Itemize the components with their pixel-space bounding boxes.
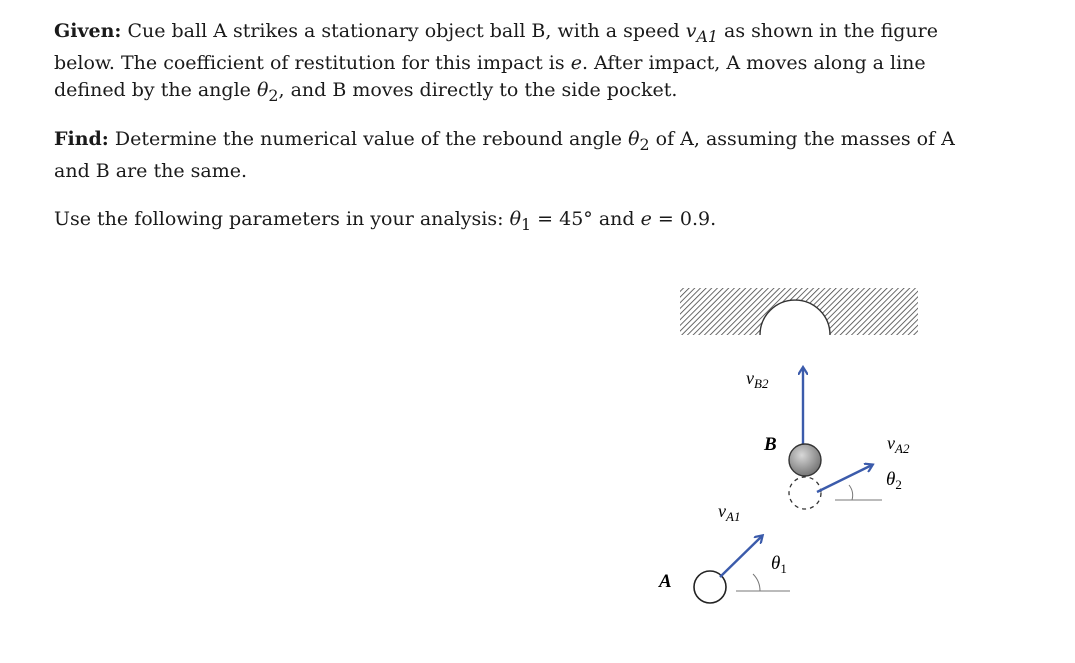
params-e: e bbox=[640, 208, 652, 230]
ball-b bbox=[789, 444, 821, 476]
given-text-2: as shown in the figure below. The coefficient of restitution for this impact is bbox=[54, 20, 939, 74]
find-paragraph bbox=[54, 126, 994, 185]
ball-a-impact-ghost bbox=[789, 477, 821, 509]
table-rail bbox=[680, 288, 918, 335]
label-va1: $v_{A1}$ bbox=[718, 501, 741, 524]
label-theta2: $\theta_2$ bbox=[886, 469, 902, 492]
find-text-1: Determine the numerical value of the rebound angle bbox=[114, 128, 623, 150]
billiard-figure bbox=[640, 280, 940, 620]
given-text-3: . After impact, A moves along a line defined by the angle bbox=[54, 51, 926, 101]
given-label: Given: bbox=[54, 20, 122, 42]
va2-arrow bbox=[817, 465, 872, 492]
label-va2: $v_{A2}$ bbox=[887, 433, 910, 456]
label-theta1: $\theta_1$ bbox=[771, 553, 787, 576]
find-theta-sub: 2 bbox=[639, 134, 650, 154]
label-a: A bbox=[659, 571, 672, 592]
params-theta-sub: 1 bbox=[521, 214, 532, 234]
label-vb2: $v_{B2}$ bbox=[746, 368, 769, 391]
given-var-e: e bbox=[570, 51, 582, 74]
find-theta: θ bbox=[628, 128, 640, 150]
given-theta: θ bbox=[256, 78, 269, 101]
find-text-2: of A, assuming the masses of A and B are the same. bbox=[54, 128, 955, 182]
params-theta: θ bbox=[509, 208, 522, 230]
params-eq2: = 0.9. bbox=[657, 208, 717, 230]
given-var-v: v bbox=[685, 20, 697, 42]
given-theta-sub: 2 bbox=[268, 85, 279, 105]
parameters-paragraph bbox=[54, 206, 994, 238]
params-eq1: = 45° bbox=[537, 208, 593, 230]
given-text-1: Cue ball A strikes a stationary object ball B, with a speed bbox=[127, 20, 680, 42]
theta2-arc bbox=[849, 485, 853, 500]
params-and: and bbox=[598, 208, 635, 230]
find-label: Find: bbox=[54, 128, 109, 150]
given-paragraph bbox=[54, 18, 994, 109]
params-intro: Use the following parameters in your analysis: bbox=[54, 208, 504, 230]
label-b: B bbox=[764, 434, 777, 455]
va1-arrow bbox=[720, 536, 762, 577]
given-text-4: , and B moves directly to the side pocket. bbox=[278, 78, 678, 101]
theta1-arc bbox=[753, 574, 760, 591]
given-var-sub: A1 bbox=[696, 26, 718, 46]
